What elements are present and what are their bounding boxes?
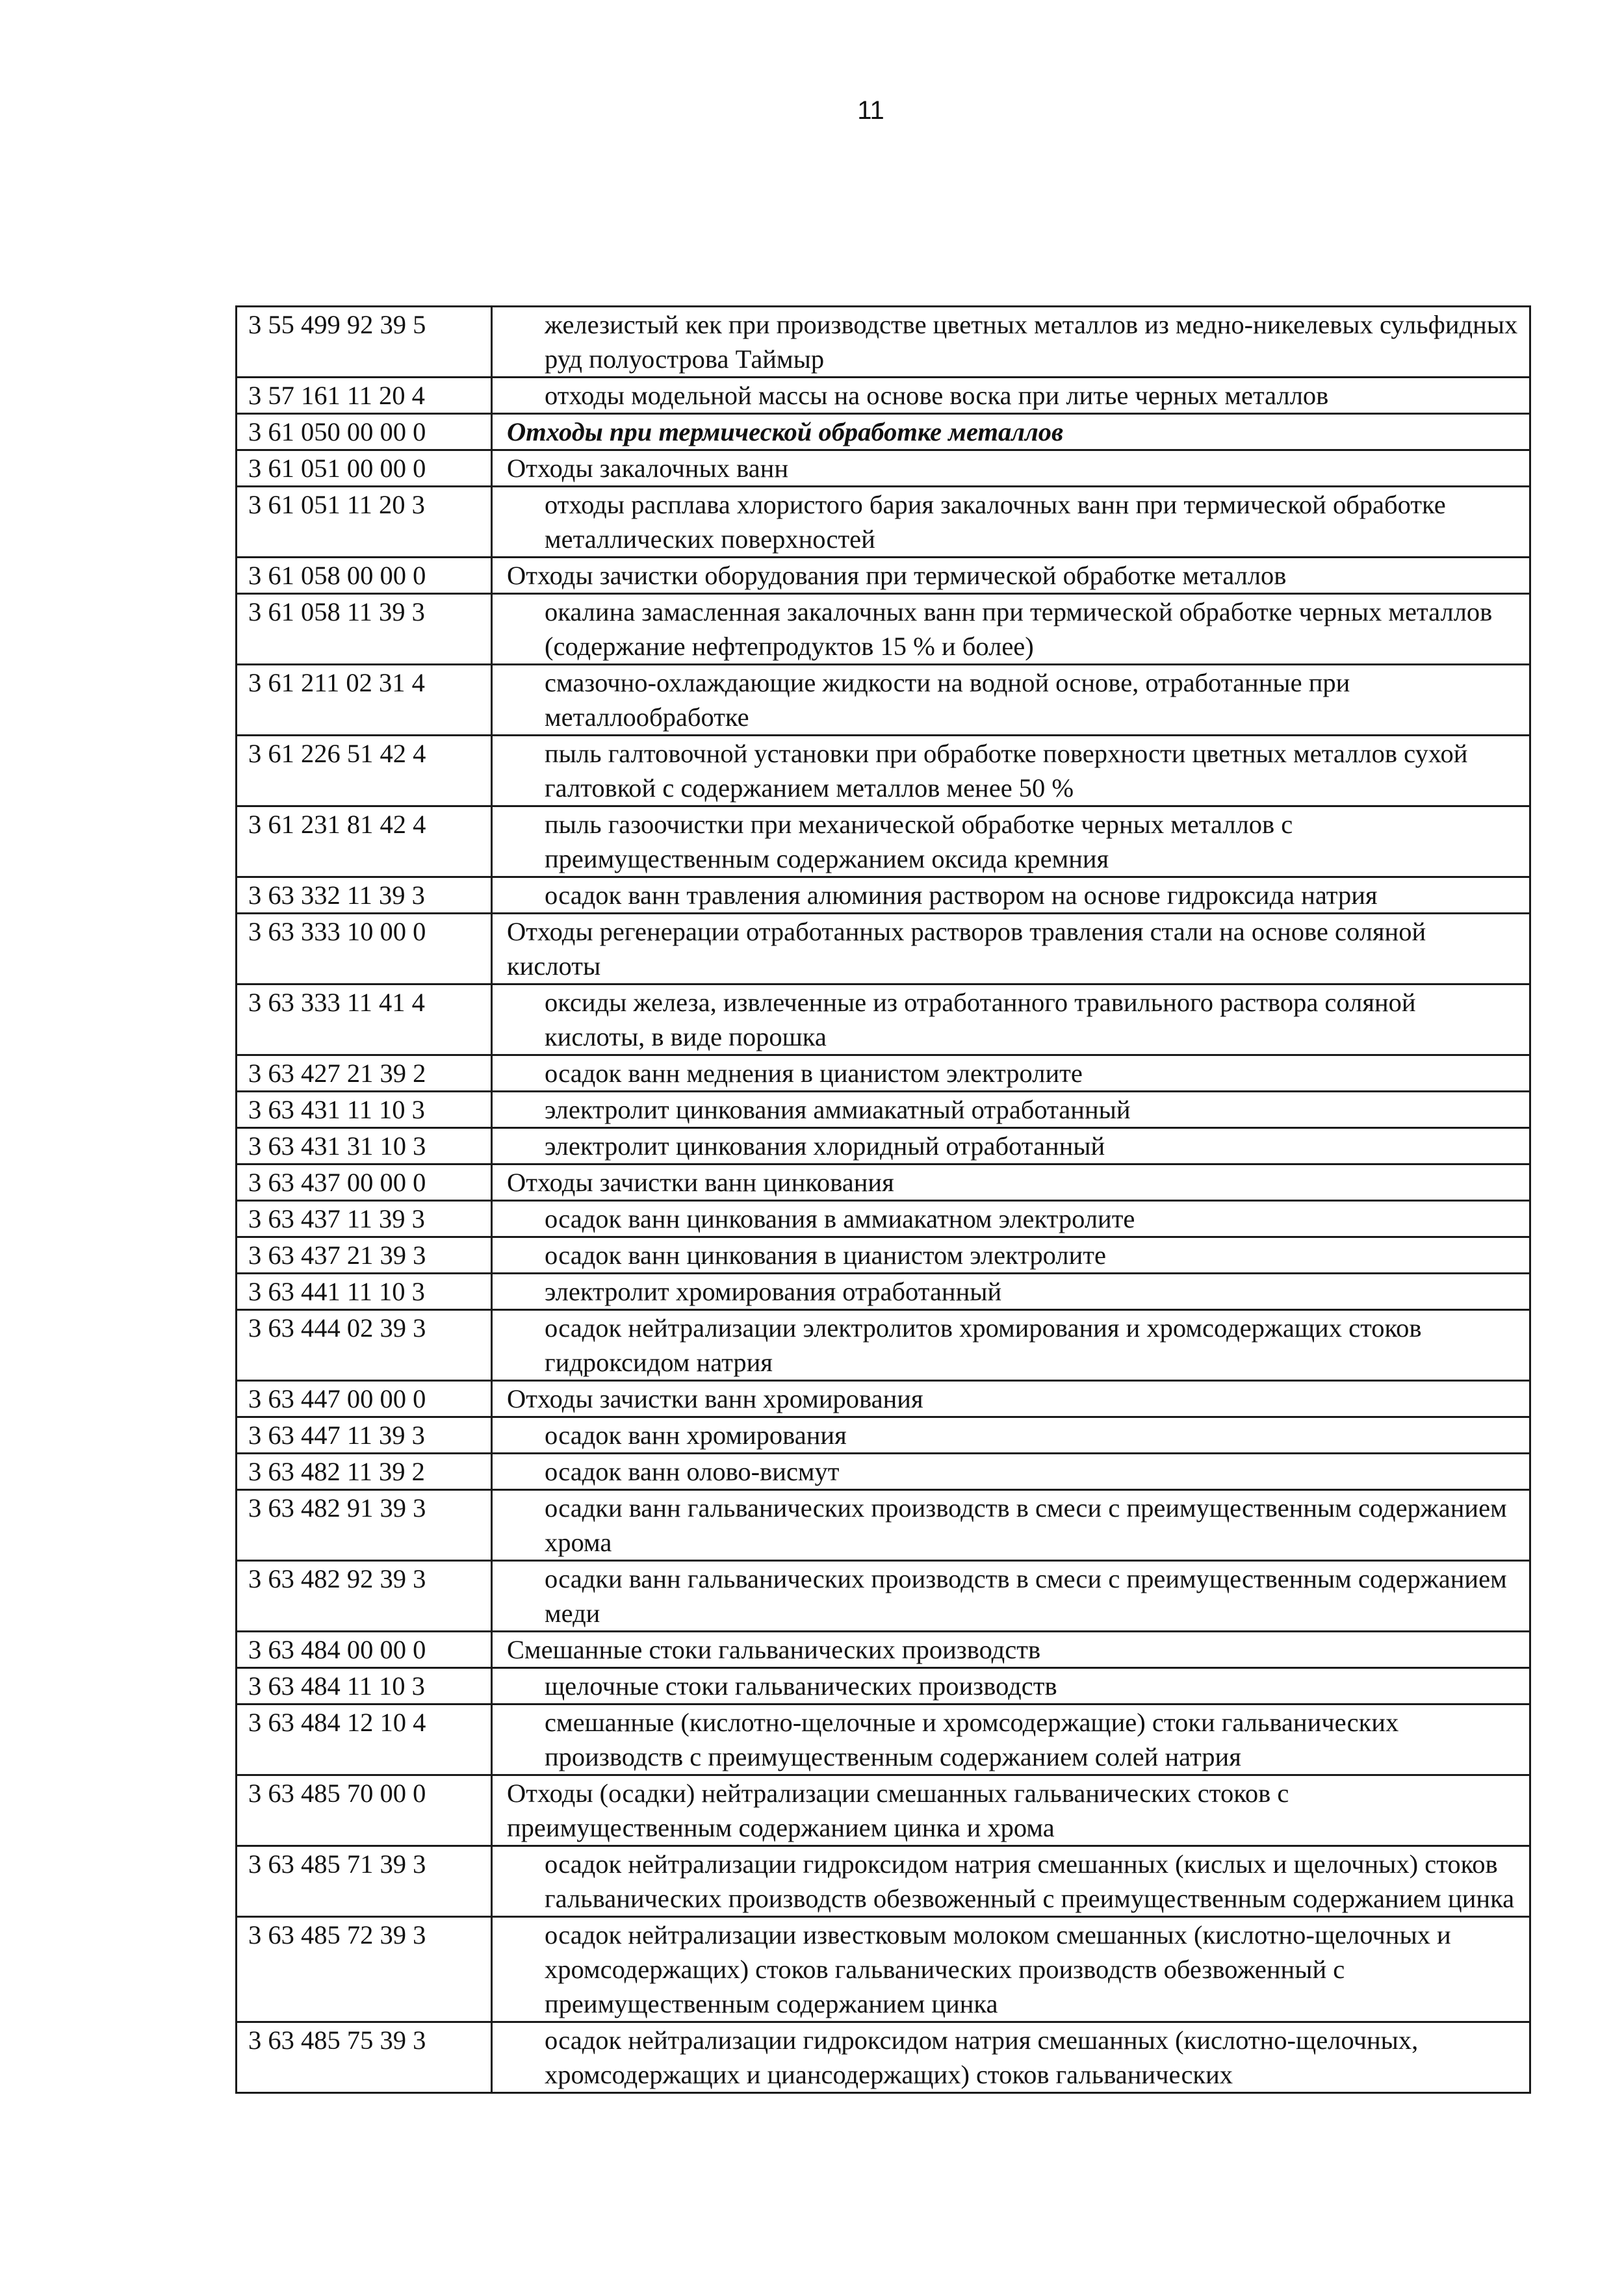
waste-description-cell: Смешанные стоки гальванических производств	[492, 1632, 1530, 1668]
table-row	[237, 378, 1530, 414]
table-row	[237, 1917, 1530, 2022]
waste-code-cell: 3 63 482 91 39 3	[237, 1490, 492, 1561]
table-row	[237, 665, 1530, 736]
waste-description-cell: Отходы закалочных ванн	[492, 450, 1530, 487]
waste-code-cell: 3 63 437 11 39 3	[237, 1201, 492, 1237]
table-row	[237, 736, 1530, 806]
waste-description-cell: смазочно-охлаждающие жидкости на водной основе, отработанные при металлообработке	[492, 665, 1530, 736]
waste-code-cell: 3 63 482 11 39 2	[237, 1454, 492, 1490]
waste-code-cell: 3 61 050 00 00 0	[237, 414, 492, 450]
table-row	[237, 1490, 1530, 1561]
waste-description-cell: пыль газоочистки при механической обработке черных металлов с преимущественным содержанием оксида кремния	[492, 806, 1530, 877]
waste-description-cell: отходы расплава хлористого бария закалочных ванн при термической обработке металлических поверхностей	[492, 487, 1530, 558]
waste-description-cell: окалина замасленная закалочных ванн при термической обработке черных металлов (содержание нефтепродуктов 15 % и более)	[492, 594, 1530, 665]
waste-code-cell: 3 61 051 00 00 0	[237, 450, 492, 487]
waste-description-cell: осадки ванн гальванических производств в смеси с преимущественным содержанием меди	[492, 1561, 1530, 1632]
table-row	[237, 1092, 1530, 1128]
table-row	[237, 1201, 1530, 1237]
table-row	[237, 1846, 1530, 1917]
table-row	[237, 414, 1530, 450]
waste-description-cell: осадок ванн хромирования	[492, 1417, 1530, 1454]
waste-description-cell: Отходы зачистки оборудования при термической обработке металлов	[492, 558, 1530, 594]
waste-code-cell: 3 61 058 00 00 0	[237, 558, 492, 594]
table-row	[237, 1237, 1530, 1274]
section-heading-cell: Отходы при термической обработке металлов	[492, 414, 1530, 450]
waste-code-cell: 3 63 484 12 10 4	[237, 1705, 492, 1775]
page-number: 11	[857, 96, 884, 125]
waste-code-cell: 3 57 161 11 20 4	[237, 378, 492, 414]
waste-code-cell: 3 63 485 75 39 3	[237, 2022, 492, 2093]
table-row	[237, 877, 1530, 914]
table-row	[237, 558, 1530, 594]
waste-code-cell: 3 63 447 11 39 3	[237, 1417, 492, 1454]
table-row	[237, 307, 1530, 378]
waste-description-cell: осадок нейтрализации гидроксидом натрия смешанных (кислотно-щелочных, хромсодержащих и циансодержащих) стоков гальванических	[492, 2022, 1530, 2093]
waste-description-cell: пыль галтовочной установки при обработке поверхности цветных металлов сухой галтовкой с содержанием металлов менее 50 %	[492, 736, 1530, 806]
waste-description-cell: осадок ванн меднения в цианистом электролите	[492, 1055, 1530, 1092]
waste-code-cell: 3 63 441 11 10 3	[237, 1274, 492, 1310]
waste-description-cell: осадки ванн гальванических производств в смеси с преимущественным содержанием хрома	[492, 1490, 1530, 1561]
waste-description-cell: смешанные (кислотно-щелочные и хромсодержащие) стоки гальванических производств с преимущественным содержанием солей натрия	[492, 1705, 1530, 1775]
table-row	[237, 1164, 1530, 1201]
waste-description-cell: осадок ванн травления алюминия раствором на основе гидроксида натрия	[492, 877, 1530, 914]
waste-description-cell: отходы модельной массы на основе воска при литье черных металлов	[492, 378, 1530, 414]
waste-description-cell: электролит цинкования аммиакатный отработанный	[492, 1092, 1530, 1128]
waste-code-cell: 3 63 484 00 00 0	[237, 1632, 492, 1668]
waste-description-cell: осадок нейтрализации электролитов хромирования и хромсодержащих стоков гидроксидом натрия	[492, 1310, 1530, 1381]
waste-code-cell: 3 61 058 11 39 3	[237, 594, 492, 665]
waste-code-cell: 3 63 332 11 39 3	[237, 877, 492, 914]
table-row	[237, 450, 1530, 487]
table-row	[237, 806, 1530, 877]
waste-code-cell: 3 61 051 11 20 3	[237, 487, 492, 558]
waste-code-cell: 3 63 333 10 00 0	[237, 914, 492, 984]
table-body	[237, 307, 1530, 2093]
table-row	[237, 984, 1530, 1055]
table-row	[237, 1381, 1530, 1417]
table-row	[237, 1632, 1530, 1668]
waste-description-cell: осадок ванн олово-висмут	[492, 1454, 1530, 1490]
waste-description-cell: Отходы зачистки ванн хромирования	[492, 1381, 1530, 1417]
table-row	[237, 1417, 1530, 1454]
table-row	[237, 1310, 1530, 1381]
waste-description-cell: оксиды железа, извлеченные из отработанного травильного раствора соляной кислоты, в виде порошка	[492, 984, 1530, 1055]
waste-code-cell: 3 63 333 11 41 4	[237, 984, 492, 1055]
waste-code-cell: 3 63 485 72 39 3	[237, 1917, 492, 2022]
waste-description-cell: осадок ванн цинкования в цианистом электролите	[492, 1237, 1530, 1274]
table-row	[237, 1705, 1530, 1775]
table-row	[237, 1454, 1530, 1490]
table-row	[237, 1668, 1530, 1705]
waste-code-cell: 3 61 211 02 31 4	[237, 665, 492, 736]
table-row	[237, 914, 1530, 984]
waste-description-cell: осадок ванн цинкования в аммиакатном электролите	[492, 1201, 1530, 1237]
waste-code-cell: 3 55 499 92 39 5	[237, 307, 492, 378]
waste-code-cell: 3 63 485 70 00 0	[237, 1775, 492, 1846]
table-row	[237, 487, 1530, 558]
waste-description-cell: электролит цинкования хлоридный отработанный	[492, 1128, 1530, 1164]
waste-code-cell: 3 61 231 81 42 4	[237, 806, 492, 877]
table-row	[237, 1128, 1530, 1164]
table-row	[237, 2022, 1530, 2093]
waste-code-cell: 3 63 427 21 39 2	[237, 1055, 492, 1092]
table-row	[237, 594, 1530, 665]
waste-code-cell: 3 63 482 92 39 3	[237, 1561, 492, 1632]
waste-classification-table	[235, 305, 1531, 2094]
waste-description-cell: осадок нейтрализации известковым молоком смешанных (кислотно-щелочных и хромсодержащих) стоков гальванических производств обезвоженный с преимущественным содержанием цинка	[492, 1917, 1530, 2022]
waste-code-cell: 3 63 437 21 39 3	[237, 1237, 492, 1274]
waste-description-cell: электролит хромирования отработанный	[492, 1274, 1530, 1310]
waste-code-cell: 3 63 437 00 00 0	[237, 1164, 492, 1201]
waste-description-cell: железистый кек при производстве цветных металлов из медно-никелевых сульфидных руд полуострова Таймыр	[492, 307, 1530, 378]
waste-description-cell: Отходы зачистки ванн цинкования	[492, 1164, 1530, 1201]
waste-code-cell: 3 61 226 51 42 4	[237, 736, 492, 806]
waste-code-cell: 3 63 431 31 10 3	[237, 1128, 492, 1164]
table-row	[237, 1561, 1530, 1632]
table-row	[237, 1274, 1530, 1310]
waste-description-cell: осадок нейтрализации гидроксидом натрия смешанных (кислых и щелочных) стоков гальванических производств обезвоженный с преимущественным содержанием цинка	[492, 1846, 1530, 1917]
waste-description-cell: Отходы (осадки) нейтрализации смешанных гальванических стоков с преимущественным содержанием цинка и хрома	[492, 1775, 1530, 1846]
waste-description-cell: Отходы регенерации отработанных растворов травления стали на основе соляной кислоты	[492, 914, 1530, 984]
waste-description-cell: щелочные стоки гальванических производств	[492, 1668, 1530, 1705]
waste-code-cell: 3 63 484 11 10 3	[237, 1668, 492, 1705]
table-row	[237, 1775, 1530, 1846]
waste-code-cell: 3 63 431 11 10 3	[237, 1092, 492, 1128]
table-row	[237, 1055, 1530, 1092]
waste-code-cell: 3 63 447 00 00 0	[237, 1381, 492, 1417]
waste-code-cell: 3 63 485 71 39 3	[237, 1846, 492, 1917]
waste-code-cell: 3 63 444 02 39 3	[237, 1310, 492, 1381]
